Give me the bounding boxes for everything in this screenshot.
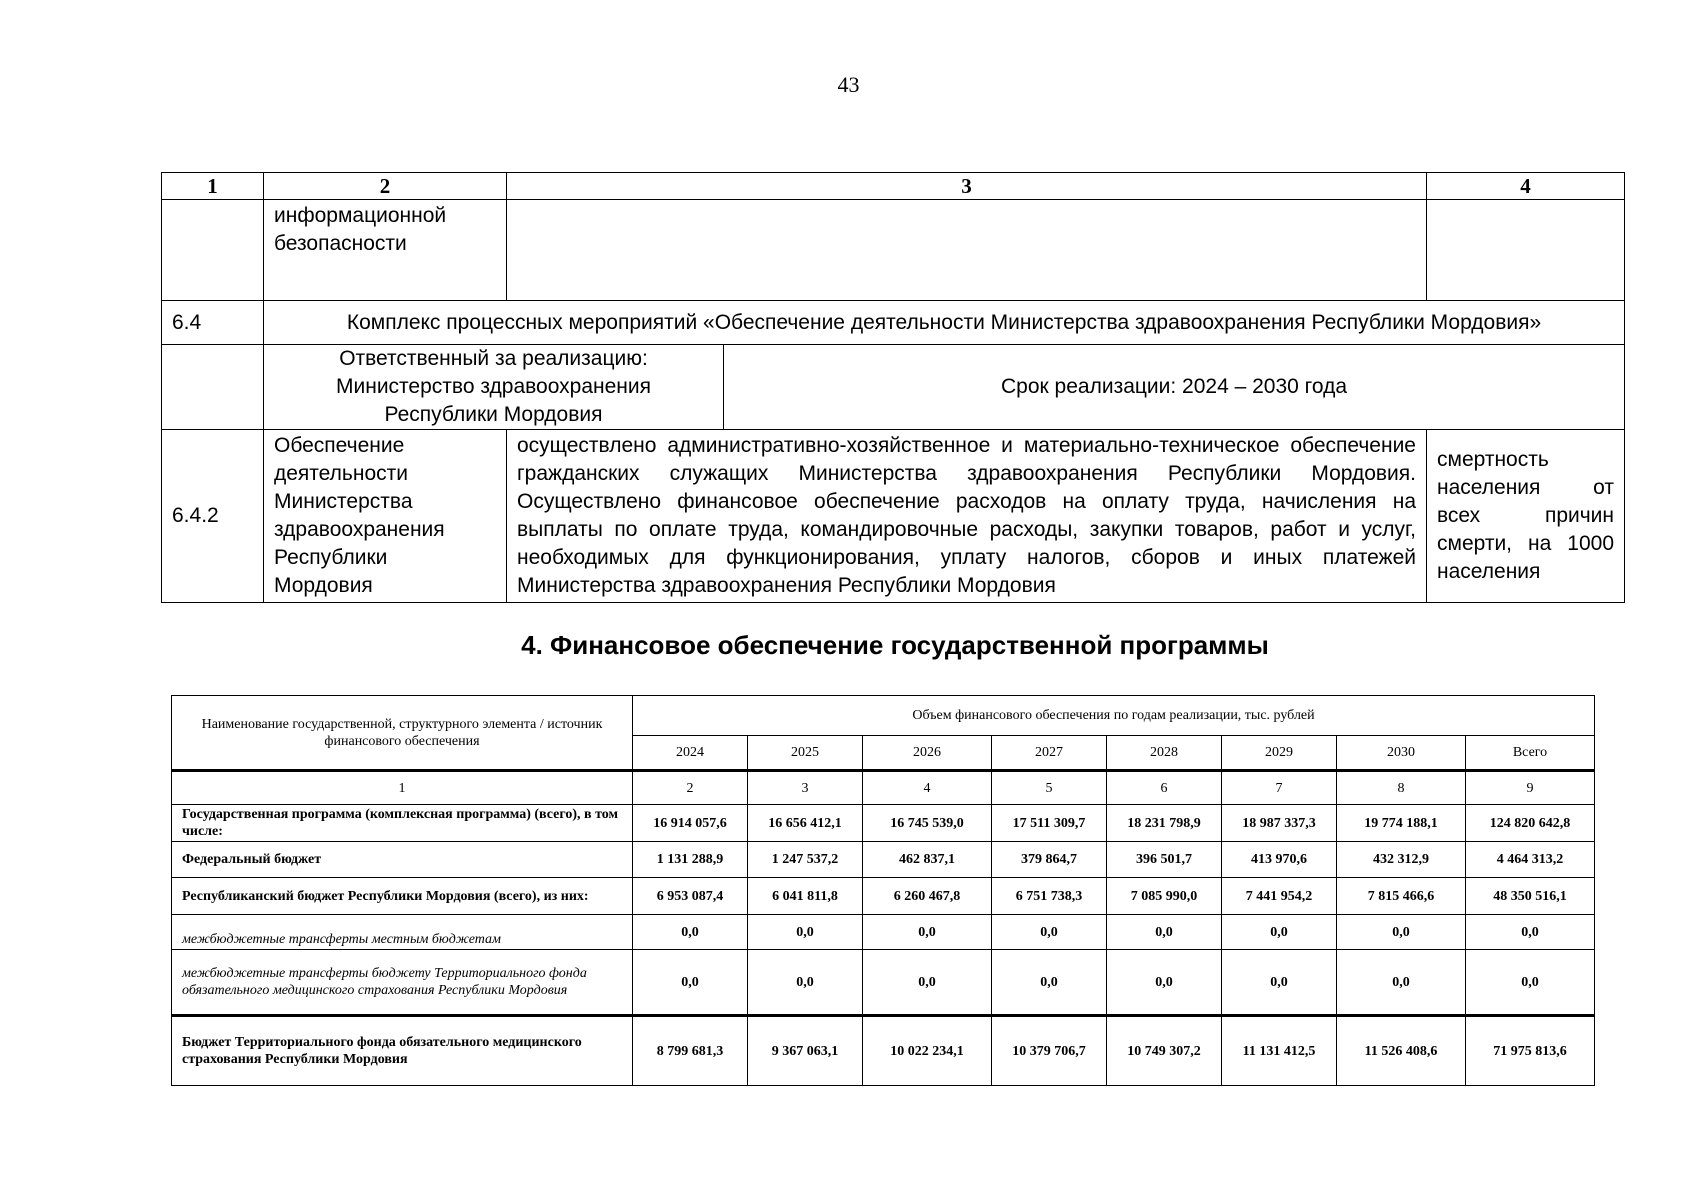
value-cell: 16 914 057,6	[633, 805, 748, 842]
year-cell: 2025	[748, 736, 863, 771]
table-row	[172, 950, 1595, 1016]
responsible-row	[162, 345, 1625, 430]
value-cell: 16 656 412,1	[748, 805, 863, 842]
header-cell: 4	[1427, 173, 1625, 200]
value-cell: 1 247 537,2	[748, 842, 863, 878]
financing-table	[171, 695, 1595, 1086]
row-name: Бюджет Территориального фонда обязательного медицинского страхования Республики Мордовия	[172, 1016, 633, 1086]
complex-num: 6.4	[162, 301, 264, 345]
term-cell: Срок реализации: 2024 – 2030 года	[724, 345, 1625, 430]
table-row	[172, 878, 1595, 915]
table-row	[172, 915, 1595, 950]
value-cell: 0,0	[633, 950, 748, 1016]
value-cell: 0,0	[1337, 950, 1466, 1016]
value-cell: 9 367 063,1	[748, 1016, 863, 1086]
value-cell: 0,0	[748, 915, 863, 950]
row-name: Республиканский бюджет Республики Мордовия (всего), из них:	[172, 878, 633, 915]
value-cell: 7 441 954,2	[1222, 878, 1337, 915]
value-cell: 379 864,7	[992, 842, 1107, 878]
value-cell: 0,0	[1337, 915, 1466, 950]
activities-header-row	[162, 173, 1625, 200]
value-cell: 0,0	[1107, 915, 1222, 950]
value-cell: 0,0	[633, 915, 748, 950]
row-name: межбюджетные трансферты местным бюджетам	[172, 915, 633, 950]
year-cell: 2030	[1337, 736, 1466, 771]
value-cell: 462 837,1	[863, 842, 992, 878]
value-cell: 19 774 188,1	[1337, 805, 1466, 842]
page-number: 43	[837, 72, 860, 97]
row-name: межбюджетные трансферты бюджету Территориального фонда обязательного медицинского страхования Республики Мордовия	[172, 950, 633, 1016]
value-cell: 6 751 738,3	[992, 878, 1107, 915]
value-cell: 0,0	[1222, 915, 1337, 950]
column-numbers-row	[172, 771, 1595, 805]
value-cell: 0,0	[863, 950, 992, 1016]
num-cell	[162, 345, 264, 430]
year-cell: 2027	[992, 736, 1107, 771]
value-cell: 71 975 813,6	[1466, 1016, 1595, 1086]
value-cell: 10 749 307,2	[1107, 1016, 1222, 1086]
year-cell: 2029	[1222, 736, 1337, 771]
value-cell: 0,0	[1466, 915, 1595, 950]
value-cell: 0,0	[992, 950, 1107, 1016]
value-cell: 0,0	[748, 950, 863, 1016]
year-cell: Всего	[1466, 736, 1595, 771]
col-number: 7	[1222, 771, 1337, 805]
value-cell: 11 526 408,6	[1337, 1016, 1466, 1086]
value-cell: 17 511 309,7	[992, 805, 1107, 842]
col-number: 3	[748, 771, 863, 805]
value-cell: 8 799 681,3	[633, 1016, 748, 1086]
col-number: 5	[992, 771, 1107, 805]
row-name: Государственная программа (комплексная программа) (всего), в том числе:	[172, 805, 633, 842]
table-row	[172, 842, 1595, 878]
col-number: 6	[1107, 771, 1222, 805]
col-number: 9	[1466, 771, 1595, 805]
activity-num: 6.4.2	[162, 430, 264, 603]
year-cell: 2026	[863, 736, 992, 771]
activity-name-cell: информационной безопасности	[264, 200, 507, 301]
value-cell: 4 464 313,2	[1466, 842, 1595, 878]
value-cell: 7 815 466,6	[1337, 878, 1466, 915]
value-cell: 396 501,7	[1107, 842, 1222, 878]
volume-header: Объем финансового обеспечения по годам реализации, тыс. рублей	[633, 696, 1595, 736]
value-cell: 16 745 539,0	[863, 805, 992, 842]
activity-description: осуществлено административно-хозяйственное и материально-техническое обеспечение гражданских служащих Министерства здравоохранения Республики Мордовия. Осуществлено финансовое обеспечение расходов на оплату труда, начисления на выплаты по оплате труда, командировочные расходы, закупки товаров, работ и услуг, необходимых для функционирования, уплату налогов, сборов и иных платежей Министерства здравоохранения Республики Мордовия	[507, 430, 1427, 603]
complex-row	[162, 301, 1625, 345]
value-cell: 0,0	[992, 915, 1107, 950]
description-cell	[507, 200, 1427, 301]
value-cell: 0,0	[1466, 950, 1595, 1016]
value-cell: 6 953 087,4	[633, 878, 748, 915]
responsible-cell: Ответственный за реализацию: Министерство здравоохранения Республики Мордовия	[264, 345, 724, 430]
value-cell: 7 085 990,0	[1107, 878, 1222, 915]
col-number: 8	[1337, 771, 1466, 805]
value-cell: 6 260 467,8	[863, 878, 992, 915]
value-cell: 1 131 288,9	[633, 842, 748, 878]
activity-indicator: смертность населения от всех причин смерти, на 1000 населения	[1427, 430, 1625, 603]
num-cell	[162, 200, 264, 301]
activity-row-6-4-2	[162, 430, 1625, 603]
col-number: 4	[863, 771, 992, 805]
table-row	[172, 805, 1595, 842]
year-cell: 2024	[633, 736, 748, 771]
value-cell: 0,0	[1107, 950, 1222, 1016]
table-row	[172, 1016, 1595, 1086]
col-number: 2	[633, 771, 748, 805]
section-title: 4. Финансовое обеспечение государственной программы	[521, 630, 1269, 660]
value-cell: 6 041 811,8	[748, 878, 863, 915]
value-cell: 11 131 412,5	[1222, 1016, 1337, 1086]
row-name: Федеральный бюджет	[172, 842, 633, 878]
value-cell: 10 022 234,1	[863, 1016, 992, 1086]
indicator-cell	[1427, 200, 1625, 301]
value-cell: 18 987 337,3	[1222, 805, 1337, 842]
value-cell: 0,0	[863, 915, 992, 950]
year-cell: 2028	[1107, 736, 1222, 771]
value-cell: 413 970,6	[1222, 842, 1337, 878]
value-cell: 432 312,9	[1337, 842, 1466, 878]
financing-header-row	[172, 696, 1595, 736]
value-cell: 0,0	[1222, 950, 1337, 1016]
value-cell: 48 350 516,1	[1466, 878, 1595, 915]
header-cell: 3	[507, 173, 1427, 200]
complex-title: Комплекс процессных мероприятий «Обеспечение деятельности Министерства здравоохранения Республики Мордовия»	[264, 301, 1625, 345]
name-header: Наименование государственной, структурного элемента / источник финансового обеспечения	[172, 696, 633, 771]
value-cell: 18 231 798,9	[1107, 805, 1222, 842]
continuation-row	[162, 200, 1625, 301]
header-cell: 2	[264, 173, 507, 200]
activities-table	[161, 172, 1625, 603]
col-number: 1	[172, 771, 633, 805]
activity-name: Обеспечение деятельности Министерства здравоохранения Республики Мордовия	[264, 430, 507, 603]
value-cell: 124 820 642,8	[1466, 805, 1595, 842]
value-cell: 10 379 706,7	[992, 1016, 1107, 1086]
header-cell: 1	[162, 173, 264, 200]
